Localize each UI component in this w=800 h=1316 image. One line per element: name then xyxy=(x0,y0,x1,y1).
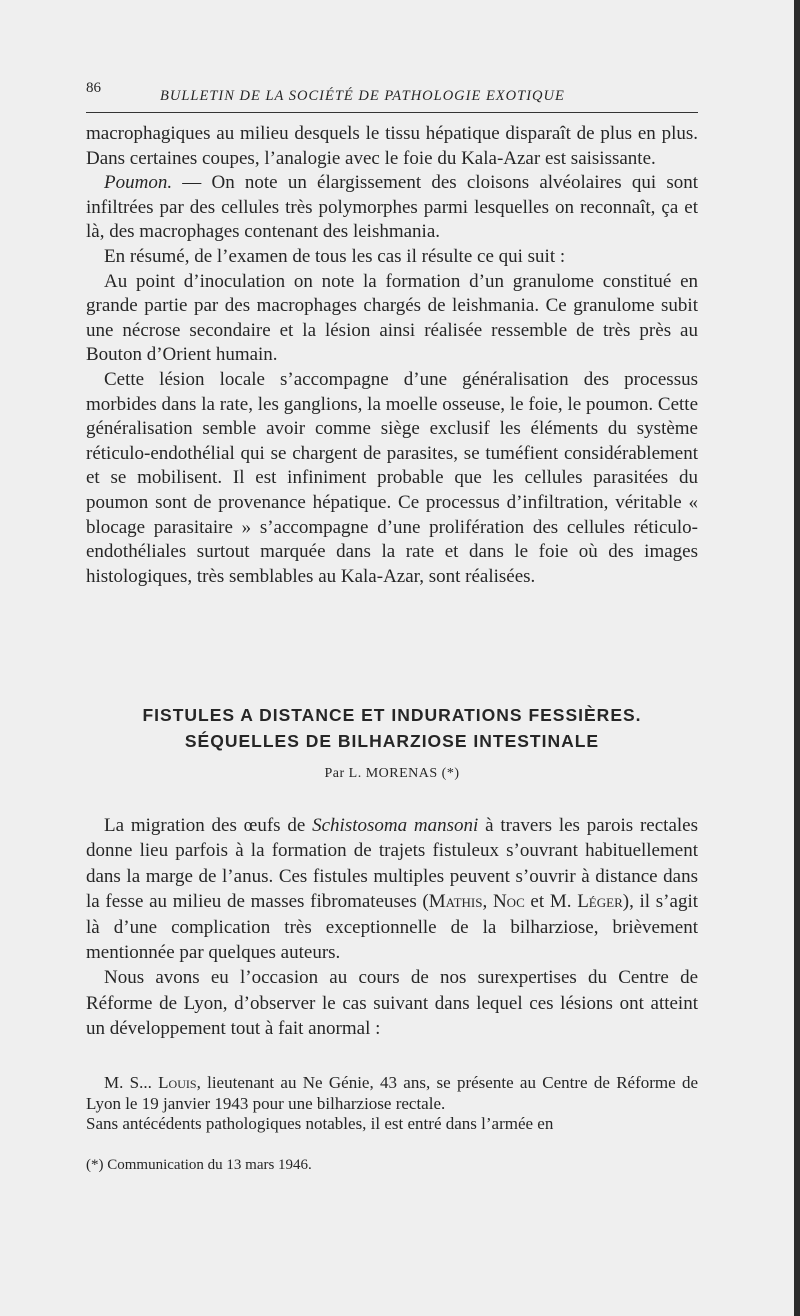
case-paragraph-1 xyxy=(86,1073,698,1114)
page-edge-shadow xyxy=(794,0,800,1316)
header-rule xyxy=(86,112,698,113)
intro-text-c: , xyxy=(482,891,493,913)
previous-article-continuation xyxy=(86,122,698,589)
paragraph-summary: En résumé, de l’examen de tous les cas il résulte ce qui suit : xyxy=(104,245,566,267)
intro-text-a: La migration des œufs de xyxy=(104,815,313,836)
paragraph-lung xyxy=(86,171,698,245)
page-number: 86 xyxy=(86,80,101,96)
paragraph-observation: Nous avons eu l’occasion au cours de nos surexpertises du Centre de Réforme de Lyon, d’observer le cas suivant dans lequel ces lésions ont atteint un développement tout à fait anormal : xyxy=(86,967,698,1040)
paragraph-liver: macrophagiques au milieu desquels le tissu hépatique disparaît de plus en plus. Dans certaines coupes, l’analogie avec le foie du Kala-Azar est saisissante. xyxy=(86,123,698,169)
case-paragraph-2: Sans antécédents pathologiques notables, il est entré dans l’armée en xyxy=(86,1114,554,1133)
paragraph-lung-text: — On note un élargissement des cloisons alvéolaires qui sont infiltrées par des cellules très polymorphes parmi lesquelles on reconnaît, ça et là, des macrophages contenant des leishmania. xyxy=(86,172,698,243)
footnote: (*) Communication du 13 mars 1946. xyxy=(86,1157,312,1173)
species-name: Schistosoma mansoni xyxy=(312,815,479,836)
citation-noc: Noc xyxy=(492,891,525,913)
article-author: Par L. MORENAS (*) xyxy=(324,766,460,781)
citation-leger: Léger xyxy=(577,891,623,913)
paragraph-intro xyxy=(86,813,698,965)
article-title-line-2: SÉQUELLES DE BILHARZIOSE INTESTINALE xyxy=(184,731,600,751)
patient-name: Louis xyxy=(158,1073,197,1092)
intro-text-b: à travers les parois rectales donne lieu parfois à la formation de trajets fistuleux s’ouvrant habituellement dans la marge de l’anus. Ces fistules multiples peuvent s’ouvrir à distance dans la fesse au milieu de masses fibromateuses ( xyxy=(86,815,698,913)
paragraph-generalisation: Cette lésion locale s’accompagne d’une généralisation des processus morbides dans la rate, les ganglions, la moelle osseuse, le foie, le poumon. Cette généralisation semble avoir comme siège exclusif les éléments du système réticulo-endothélial qui se chargent de parasites, se tuméfient considérablement et se mobilisent. Il est infiniment probable que les cellules parasitées du poumon sont de provenance hépatique. Ce processus d’infiltration, véritable « blocage parasitaire » s’accompagne d’une prolifération des cellules réticulo-endothéliales surtout marquée dans la rate et dans le foie où des images histologiques, très semblables au Kala-Azar, sont réalisées. xyxy=(86,368,698,587)
page-header xyxy=(86,78,698,112)
article-title-line-1: FISTULES A DISTANCE ET INDURATIONS FESSIÈRES. xyxy=(142,705,642,725)
section-label-lung: Poumon. xyxy=(104,172,173,194)
intro-text-d: et M. xyxy=(524,891,578,913)
intro-text-e: ), il s’agit là d’une complication très exceptionnelle de la bilharziose, brièvement mentionnée par quelques auteurs. xyxy=(86,891,699,964)
article-body xyxy=(86,813,698,1042)
citation-mathis: Mathis xyxy=(428,891,483,913)
case-report xyxy=(86,1073,698,1135)
running-title: BULLETIN DE LA SOCIÉTÉ DE PATHOLOGIE EXOTIQUE xyxy=(160,88,565,104)
case-text-a: M. S... xyxy=(104,1073,159,1092)
paragraph-inoculation: Au point d’inoculation on note la formation d’un granulome constitué en grande partie par des macrophages chargés de leishmania. Ce granulome subit une nécrose secondaire et la lésion ainsi réalisée ressemble de très près au Bouton d’Orient humain. xyxy=(86,270,698,366)
case-text-b: , lieutenant au Ne Génie, 43 ans, se présente au Centre de Réforme de Lyon le 19 janvier 1943 pour une bilharziose rectale. xyxy=(86,1073,699,1113)
